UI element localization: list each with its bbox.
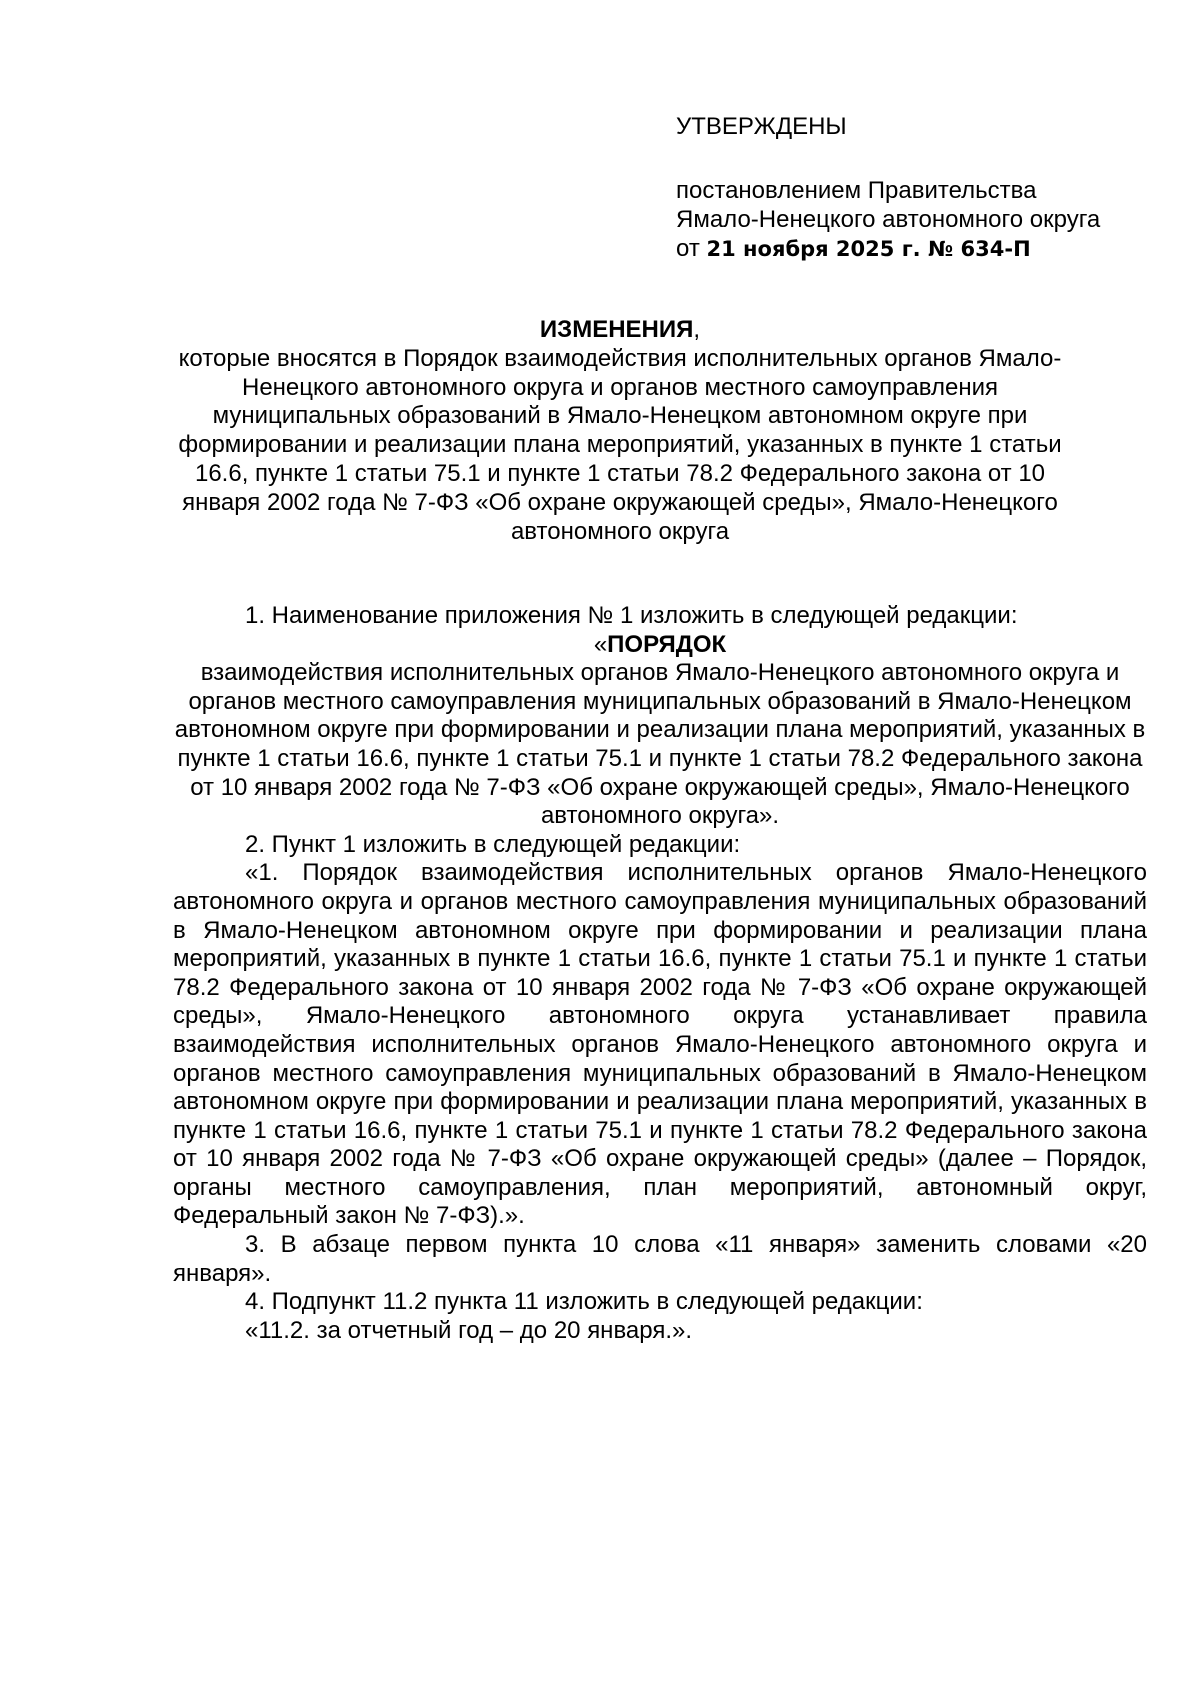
heading-title-suffix: , — [693, 316, 701, 343]
item-1: 1. Наименование приложения № 1 изложить в следующей редакции: — [245, 602, 1018, 629]
order-text: взаимодействия исполнительных органов Ямало-Ненецкого автономного округа и органов местного самоуправления муниципальных образований в Ямало-Ненецком автономном округе при формировании и реализации плана мероприятий, указанных в пункте 1 статьи 16.6, пункте 1 статьи 75.1 и пункте 1 статьи 78.2 Федерального закона от 10 января 2002 года № 7-ФЗ «Об охране окружающей среды», Ямало-Ненецкого автономного округа». — [174, 659, 1146, 830]
order-quote-open: « — [593, 630, 608, 658]
item-2: 2. Пункт 1 изложить в следующей редакции: — [245, 830, 741, 858]
item-3: 3. В абзаце первом пункта 10 слова «11 января» заменить словами «20 января». — [173, 1231, 1147, 1287]
item-4-text: «11.2. за отчетный год – до 20 января.». — [245, 1316, 693, 1344]
heading-text: которые вносятся в Порядок взаимодействия исполнительных органов Ямало-Ненецкого автономного округа и органов местного самоуправления муниципальных образований в Ямало-Ненецком автономном округе при формировании и реализации плана мероприятий, указанных в пункте 1 статьи 16.6, пункте 1 статьи 75.1 и пункте 1 статьи 78.2 Федерального закона от 10 января 2002 года № 7-ФЗ «Об охране окружающей среды», Ямало-Ненецкого автономного округа — [178, 344, 1062, 545]
approval-block — [676, 112, 1176, 264]
order-title: ПОРЯДОК — [607, 630, 727, 658]
item-4: 4. Подпункт 11.2 пункта 11 изложить в следующей редакции: — [245, 1288, 923, 1316]
approval-line-1: постановлением Правительства — [676, 177, 1037, 204]
heading-title-line — [160, 316, 1080, 345]
document-heading — [160, 316, 1080, 546]
approval-date-line — [676, 234, 1176, 264]
order-title-line — [173, 631, 1147, 660]
item-2-text: «1. Порядок взаимодействия исполнительных органов Ямало-Ненецкого автономного округа и органов местного самоуправления муниципальных образований в Ямало-Ненецком автономном округе при формировании и реализации плана мероприятий, указанных в пункте 1 статьи 16.6, пункте 1 статьи 75.1 и пункте 1 статьи 78.2 Федерального закона от 10 января 2002 года № 7-ФЗ «Об охране окружающей среды», Ямало-Ненецкого автономного округа устанавливает правила взаимодействия исполнительных органов Ямало-Ненецкого автономного округа и органов местного самоуправления муниципальных образований в Ямало-Ненецком автономном округе при формировании и реализации плана мероприятий, указанных в пункте 1 статьи 16.6, пункте 1 статьи 75.1 и пункте 1 статьи 78.2 Федерального закона от 10 января 2002 года № 7-ФЗ «Об охране окружающей среды» (далее – Порядок, органы местного самоуправления, план мероприятий, автономный округ, Федеральный закон № 7-ФЗ).». — [173, 859, 1147, 1230]
approval-date-prefix: от — [676, 235, 707, 262]
approval-date-number: 21 ноября 2025 г. № 634-П — [706, 237, 1031, 261]
heading-title: ИЗМЕНЕНИЯ — [539, 316, 694, 343]
approval-line-2: Ямало-Ненецкого автономного округа — [676, 206, 1101, 233]
approval-stamp: УТВЕРЖДЕНЫ — [676, 113, 847, 140]
document-body — [173, 602, 1147, 1345]
